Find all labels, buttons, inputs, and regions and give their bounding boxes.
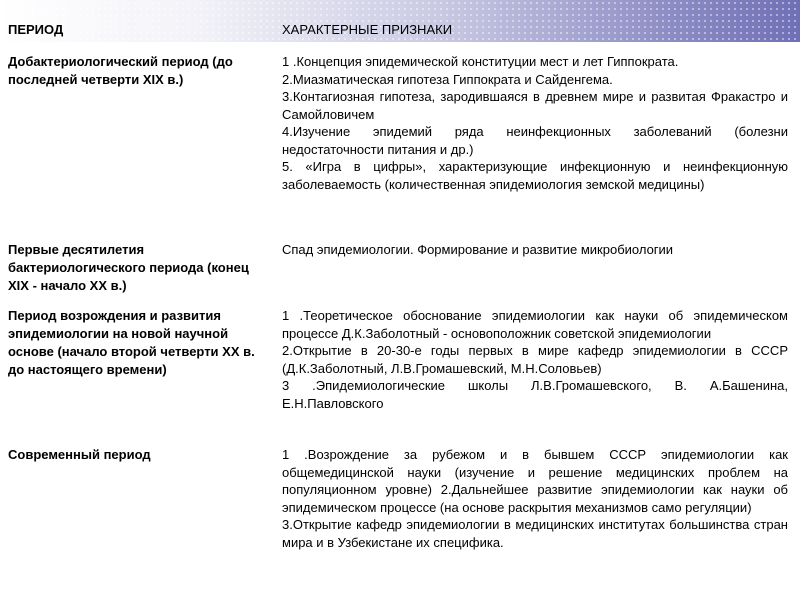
sign-item: 2.Открытие в 20-30-е годы первых в мире кафедр эпидемиологии в СССР (Д.К.Заболотный, Л.В.Громашевский, М.Н.Соловьев) bbox=[282, 343, 788, 376]
sign-item: Спад эпидемиологии. Формирование и развитие микробиологии bbox=[282, 242, 674, 257]
period-cell: Период возрождения и развития эпидемиологии на новой научной основе (начало второй четверти XX в. до настоящего времени) bbox=[8, 308, 255, 377]
sign-item: 3.Открытие кафедр эпидемиологии в медицинских институтах большинства стран мира и в Узбекистане их специфика. bbox=[282, 517, 788, 550]
sign-item: 4.Изучение эпидемий ряда неинфекционных заболеваний (болезни недостаточности питания и др.) bbox=[282, 124, 788, 157]
period-cell: Современный период bbox=[8, 447, 151, 462]
signs-cell bbox=[282, 241, 788, 259]
table-header bbox=[0, 0, 800, 42]
sign-item: 3.Контагиозная гипотеза, зародившаяся в древнем мире и развитая Фракастро и Самойловичем bbox=[282, 89, 788, 122]
sign-item: 5. «Игра в цифры», характеризующие инфекционную и неинфекционную заболеваемость (количественная эпидемиология земской медицины) bbox=[282, 159, 788, 192]
sign-item: 2.Миазматическая гипотеза Гиппократа и Сайденгема. bbox=[282, 71, 613, 87]
sign-item: 1 .Теоретическое обоснование эпидемиологии как науки об эпидемическом процессе Д.К.Заболотный - основоположник советской эпидемиологии bbox=[282, 308, 788, 341]
signs-cell bbox=[282, 446, 788, 551]
sign-item: 1 .Концепция эпидемической конституции мест и лет Гиппократа. bbox=[282, 54, 679, 69]
sign-item: 3 .Эпидемиологические школы Л.В.Громашевского, В. А.Башенина, Е.Н.Павловского bbox=[282, 378, 788, 411]
period-cell: Добактериологический период (до последней четверти XIX в.) bbox=[8, 54, 233, 87]
signs-cell bbox=[282, 307, 788, 412]
header-signs: ХАРАКТЕРНЫЕ ПРИЗНАКИ bbox=[282, 22, 453, 37]
period-cell: Первые десятилетия бактериологического периода (конец XIX - начало XX в.) bbox=[8, 242, 249, 293]
sign-item: 1 .Возрождение за рубежом и в бывшем СССР эпидемиологии как общемедицинской науки (изучение и решение медицинских проблем на популяционном уровне) 2.Дальнейшее развитие эпидемиологии как науки об эпидемическом процессе (на основе раскрытия механизмов само регуляции) bbox=[282, 447, 788, 515]
signs-cell bbox=[282, 53, 788, 193]
header-period: ПЕРИОД bbox=[8, 22, 64, 37]
